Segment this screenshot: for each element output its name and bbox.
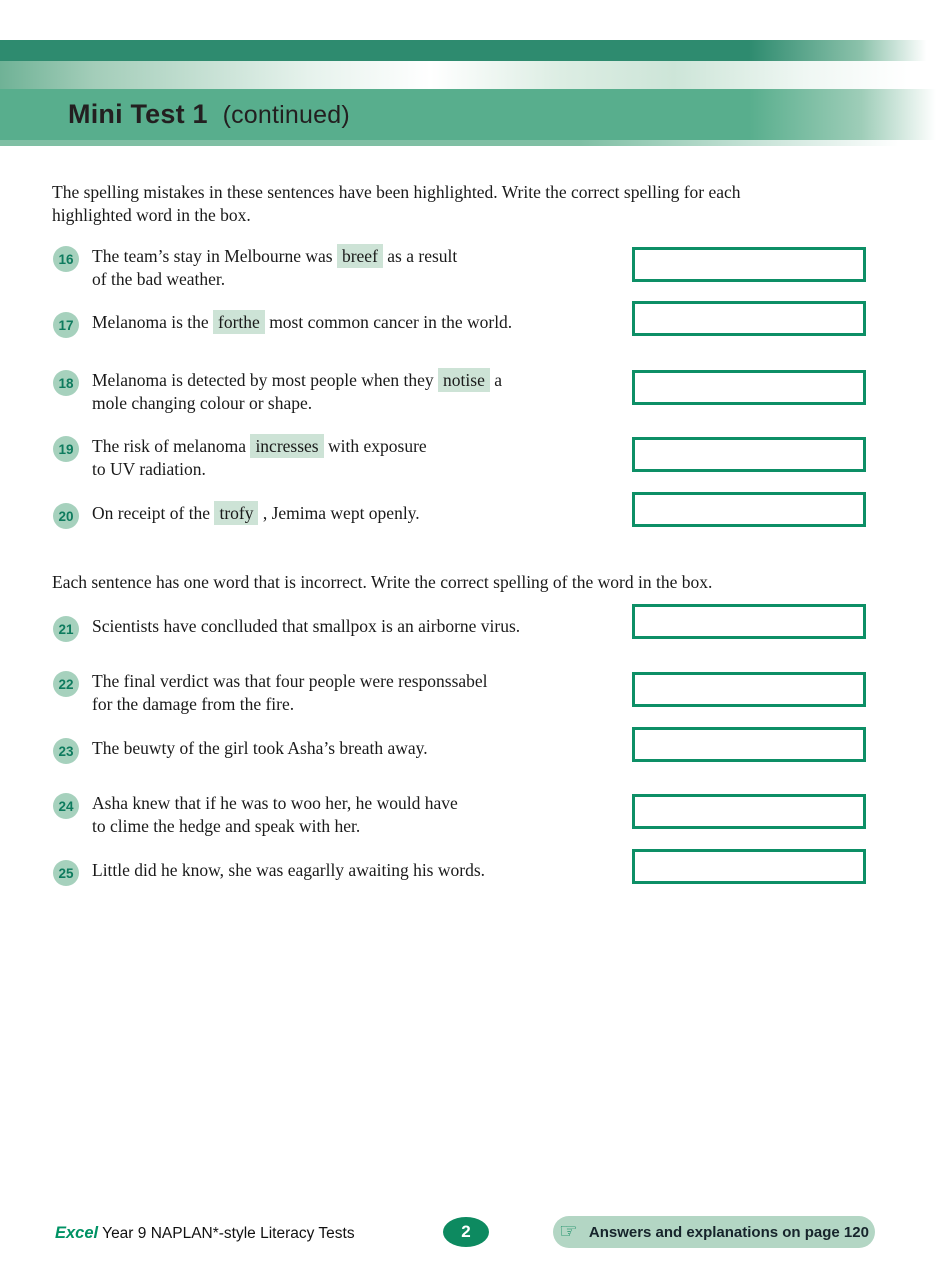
question-text: [92, 245, 612, 291]
question-text: [92, 311, 612, 334]
question-text-segment: The final verdict was that four people were responssabel: [92, 671, 488, 691]
question-number-badge: 23: [53, 738, 79, 764]
answer-box-18[interactable]: [632, 370, 866, 405]
question-text-segment: The risk of melanoma: [92, 436, 251, 456]
section2-instruction-line1: Each sentence has one word that is incorrect. Write the correct spelling of the word in the box.: [52, 572, 713, 592]
header-title-bar: [0, 89, 936, 140]
question-number-badge: 25: [53, 860, 79, 886]
header-bar-dark: [0, 40, 936, 61]
question-text: [92, 792, 612, 838]
page-number-badge: [443, 1217, 489, 1247]
answer-box-20[interactable]: [632, 492, 866, 527]
book-title: [55, 1224, 355, 1243]
question-text-segment: of the bad weather.: [92, 269, 226, 289]
question-text-segment: Little did he know, she was eagarlly awaiting his words.: [92, 860, 486, 880]
pointing-hand-icon: ☞: [559, 1218, 578, 1243]
question-text-segment: to clime the hedge and speak with her.: [92, 816, 361, 836]
answer-box-19[interactable]: [632, 437, 866, 472]
question-text: [92, 670, 612, 716]
question-text-segment: The team’s stay in Melbourne was: [92, 246, 337, 266]
question-number-badge: 20: [53, 503, 79, 529]
question-text: [92, 859, 612, 882]
question-18: [53, 369, 868, 415]
header-bar-light: [0, 140, 936, 146]
question-17: [53, 311, 868, 334]
question-22: [53, 670, 868, 716]
question-20: [53, 502, 868, 525]
answers-reference-pill: [553, 1216, 875, 1248]
question-number-badge: 24: [53, 793, 79, 819]
book-title-text: Year 9 NAPLAN*-style Literacy Tests: [98, 1225, 355, 1242]
question-text: [92, 435, 612, 481]
question-16: [53, 245, 868, 291]
answer-box-24[interactable]: [632, 794, 866, 829]
section2-instruction: [52, 571, 864, 594]
highlighted-misspelled-word: trofy: [214, 501, 258, 525]
excel-brand-logo: Excel: [55, 1224, 99, 1242]
question-25: [53, 859, 868, 882]
question-text: [92, 369, 612, 415]
question-text-segment: mole changing colour or shape.: [92, 393, 313, 413]
question-number-badge: 18: [53, 370, 79, 396]
question-number-badge: 16: [53, 246, 79, 272]
question-24: [53, 792, 868, 838]
answer-box-16[interactable]: [632, 247, 866, 282]
question-21: [53, 615, 868, 638]
question-text-segment: On receipt of the: [92, 503, 215, 523]
question-text-segment: most common cancer in the world.: [264, 312, 513, 332]
question-text-segment: Melanoma is the: [92, 312, 214, 332]
question-text: [92, 502, 612, 525]
question-text-segment: with exposure: [323, 436, 427, 456]
highlighted-misspelled-word: notise: [438, 368, 490, 392]
question-number-badge: 19: [53, 436, 79, 462]
answer-box-17[interactable]: [632, 301, 866, 336]
question-text-segment: Melanoma is detected by most people when they: [92, 370, 439, 390]
page-title: [0, 99, 350, 130]
question-19: [53, 435, 868, 481]
question-number-badge: 17: [53, 312, 79, 338]
highlighted-misspelled-word: forthe: [213, 310, 265, 334]
question-text-segment: The beuwty of the girl took Asha’s breath away.: [92, 738, 428, 758]
answer-box-21[interactable]: [632, 604, 866, 639]
question-text-segment: for the damage from the fire.: [92, 694, 295, 714]
section1-instruction: [52, 181, 864, 226]
page-title-main: Mini Test 1: [68, 99, 208, 129]
answer-box-23[interactable]: [632, 727, 866, 762]
question-number-badge: 22: [53, 671, 79, 697]
question-text-segment: Asha knew that if he was to woo her, he would have: [92, 793, 458, 813]
highlighted-misspelled-word: breef: [337, 244, 383, 268]
answer-box-22[interactable]: [632, 672, 866, 707]
question-text: [92, 737, 612, 760]
question-23: [53, 737, 868, 760]
question-text-segment: as a result: [382, 246, 458, 266]
section1-instruction-line1: The spelling mistakes in these sentences have been highlighted. Write the correct spelling for each: [52, 182, 741, 202]
question-text-segment: , Jemima wept openly.: [258, 503, 420, 523]
question-text-segment: a: [489, 370, 502, 390]
page-number: 2: [461, 1222, 471, 1241]
answers-note: Answers and explanations on page 120: [588, 1223, 869, 1241]
page-title-suffix: (continued): [222, 101, 350, 129]
header-bar-sheen: [0, 61, 936, 89]
section1-instruction-line2: highlighted word in the box.: [52, 204, 251, 225]
question-text-segment: to UV radiation.: [92, 459, 206, 479]
question-text-segment: Scientists have conclluded that smallpox is an airborne virus.: [92, 616, 521, 636]
answer-box-25[interactable]: [632, 849, 866, 884]
question-number-badge: 21: [53, 616, 79, 642]
question-text: [92, 615, 612, 638]
highlighted-misspelled-word: incresses: [250, 434, 323, 458]
